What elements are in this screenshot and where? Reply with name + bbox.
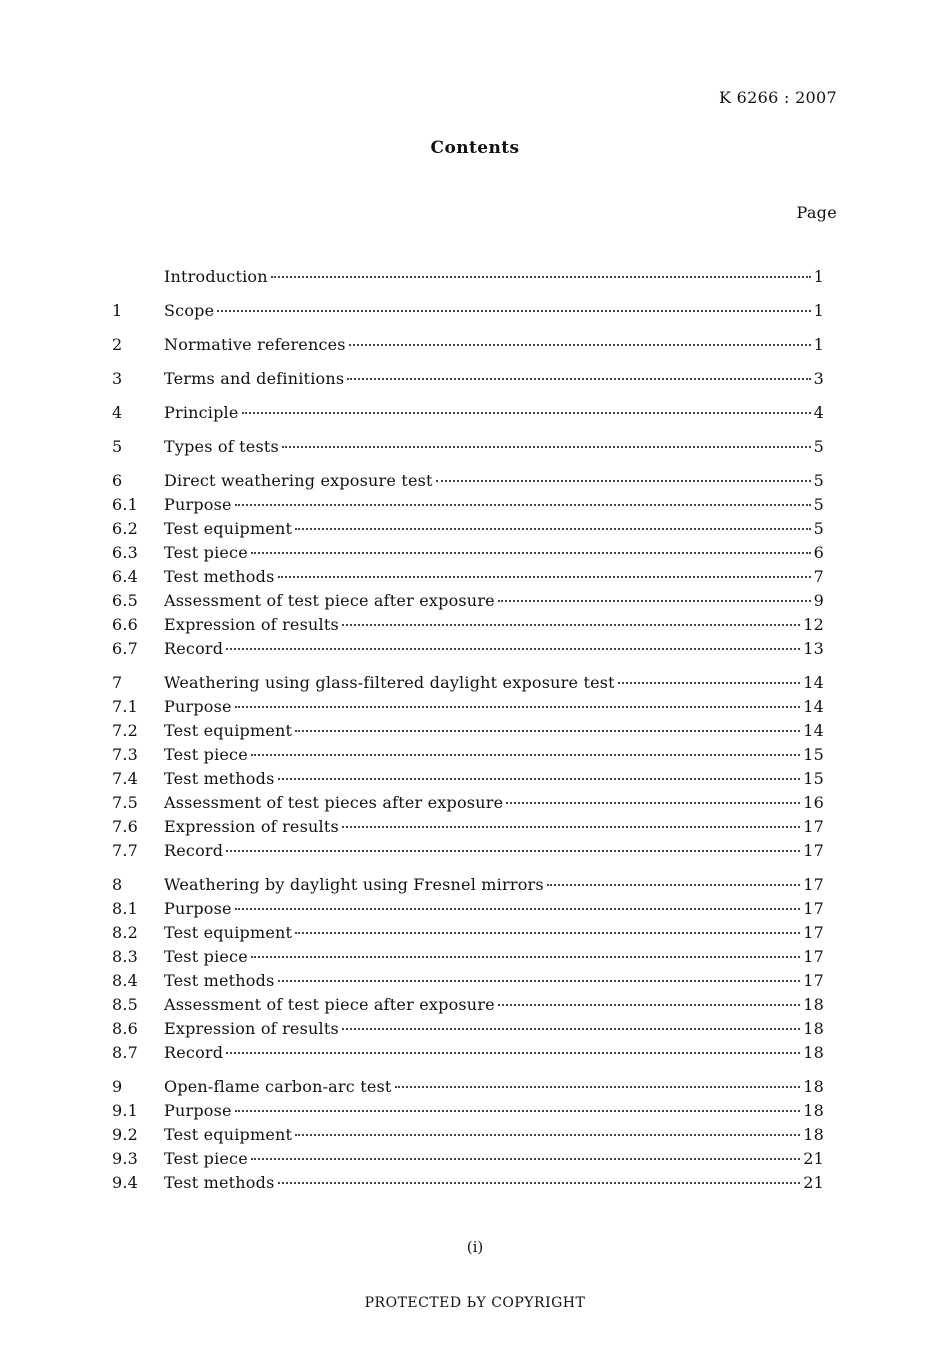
toc-dot-leader	[347, 378, 810, 380]
footer-page-number: (i)	[466, 1238, 484, 1256]
toc-entry[interactable]	[112, 1017, 824, 1041]
copyright-notice: PROTECTED ЬY COPYRIGHT	[364, 1295, 586, 1311]
toc-entry-number: 8.2	[112, 923, 139, 942]
toc-entry-page: 17	[803, 875, 824, 894]
toc-entry-number: 6.2	[112, 519, 139, 538]
toc-entry-page: 3	[813, 369, 824, 388]
toc-dot-leader	[498, 1004, 800, 1006]
toc-dot-leader	[235, 504, 811, 506]
toc-entry-title: Assessment of test piece after exposure	[164, 995, 495, 1014]
toc-entry-number: 8.5	[112, 995, 139, 1014]
toc-dot-leader	[226, 850, 800, 852]
toc-entry-page: 5	[813, 471, 824, 490]
toc-dot-leader	[395, 1086, 801, 1088]
toc-entry-title: Test equipment	[164, 923, 293, 942]
toc-dot-leader	[547, 884, 800, 886]
toc-entry-page: 21	[803, 1149, 824, 1168]
toc-dot-leader	[282, 446, 811, 448]
toc-entry[interactable]	[112, 1041, 824, 1065]
toc-entry[interactable]	[112, 969, 824, 993]
toc-entry-number: 6.5	[112, 591, 139, 610]
toc-entry[interactable]	[112, 743, 824, 767]
toc-entry-page: 5	[813, 495, 824, 514]
toc-entry[interactable]	[112, 613, 824, 637]
toc-dot-leader	[295, 1134, 800, 1136]
toc-entry-page: 18	[803, 1043, 824, 1062]
toc-entry-title: Expression of results	[164, 615, 339, 634]
toc-dot-leader	[251, 956, 800, 958]
toc-entry-page: 1	[813, 335, 824, 354]
toc-entry[interactable]	[112, 493, 824, 517]
toc-dot-leader	[342, 1028, 800, 1030]
toc-entry-number: 8.3	[112, 947, 139, 966]
toc-entry[interactable]	[112, 791, 824, 815]
toc-dot-leader	[295, 932, 800, 934]
toc-entry-title: Purpose	[164, 1101, 232, 1120]
toc-entry[interactable]	[112, 1075, 824, 1099]
toc-entry-page: 6	[813, 543, 824, 562]
toc-entry-title: Weathering by daylight using Fresnel mirrors	[164, 875, 544, 894]
toc-entry-title: Normative references	[164, 335, 346, 354]
toc-entry-page: 18	[803, 1101, 824, 1120]
toc-entry-page: 12	[803, 615, 824, 634]
toc-entry[interactable]	[112, 815, 824, 839]
toc-entry-title: Test piece	[164, 745, 248, 764]
toc-entry-number: 5	[112, 437, 123, 456]
toc-entry-title: Test methods	[164, 971, 275, 990]
toc-entry-title: Open-flame carbon-arc test	[164, 1077, 392, 1096]
toc-entry-title: Record	[164, 639, 224, 658]
toc-dot-leader	[235, 706, 801, 708]
toc-entry[interactable]	[112, 469, 824, 493]
toc-entry-number: 7.4	[112, 769, 139, 788]
toc-entry-number: 3	[112, 369, 123, 388]
toc-entry-page: 14	[803, 673, 824, 692]
toc-entry-title: Test piece	[164, 543, 248, 562]
toc-dot-leader	[226, 1052, 800, 1054]
toc-entry-number: 7.7	[112, 841, 139, 860]
toc-dot-leader	[278, 1182, 801, 1184]
toc-entry[interactable]	[112, 839, 824, 863]
toc-dot-leader	[226, 648, 800, 650]
toc-entry-title: Test methods	[164, 567, 275, 586]
toc-dot-leader	[251, 1158, 800, 1160]
toc-entry[interactable]	[112, 1147, 824, 1171]
toc-entry-page: 18	[803, 1125, 824, 1144]
toc-entry-title: Record	[164, 841, 224, 860]
toc-entry-page: 18	[803, 995, 824, 1014]
toc-entry-page: 17	[803, 923, 824, 942]
toc-dot-leader	[217, 310, 810, 312]
toc-entry-page: 14	[803, 697, 824, 716]
toc-entry-page: 15	[803, 769, 824, 788]
toc-entry[interactable]	[112, 873, 824, 897]
page-column-heading: Page	[796, 203, 837, 222]
toc-entry-number: 7.5	[112, 793, 139, 812]
toc-dot-leader	[278, 576, 811, 578]
toc-entry[interactable]	[112, 299, 824, 323]
toc-entry[interactable]	[112, 265, 824, 289]
toc-entry-number: 9.4	[112, 1173, 139, 1192]
toc-entry-page: 17	[803, 817, 824, 836]
toc-entry[interactable]	[112, 589, 824, 613]
toc-entry-title: Terms and definitions	[164, 369, 345, 388]
toc-entry-number: 8.4	[112, 971, 139, 990]
toc-entry-number: 8.1	[112, 899, 139, 918]
toc-entry-title: Assessment of test piece after exposure	[164, 591, 495, 610]
toc-dot-leader	[235, 1110, 801, 1112]
toc-entry[interactable]	[112, 945, 824, 969]
toc-entry-title: Direct weathering exposure test	[164, 471, 433, 490]
toc-dot-leader	[278, 778, 801, 780]
toc-entry-title: Purpose	[164, 899, 232, 918]
toc-entry[interactable]	[112, 695, 824, 719]
toc-entry-number: 9.2	[112, 1125, 139, 1144]
toc-entry-page: 18	[803, 1077, 824, 1096]
toc-entry-number: 2	[112, 335, 123, 354]
toc-entry-page: 1	[813, 267, 824, 286]
toc-entry[interactable]	[112, 1099, 824, 1123]
toc-entry-number: 9.3	[112, 1149, 139, 1168]
table-of-contents	[112, 265, 824, 1195]
toc-entry[interactable]	[112, 719, 824, 743]
toc-entry-number: 7.6	[112, 817, 139, 836]
toc-dot-leader	[498, 600, 811, 602]
toc-entry-number: 6.3	[112, 543, 139, 562]
toc-entry-title: Purpose	[164, 697, 232, 716]
toc-entry-title: Scope	[164, 301, 215, 320]
toc-entry-title: Test methods	[164, 769, 275, 788]
toc-entry-number: 6.6	[112, 615, 139, 634]
toc-entry-page: 5	[813, 437, 824, 456]
toc-entry[interactable]	[112, 565, 824, 589]
toc-dot-leader	[342, 624, 800, 626]
toc-entry-number: 1	[112, 301, 123, 320]
toc-entry-page: 9	[813, 591, 824, 610]
toc-entry[interactable]	[112, 1123, 824, 1147]
toc-dot-leader	[436, 480, 811, 482]
toc-dot-leader	[295, 730, 800, 732]
toc-entry-number: 7.1	[112, 697, 139, 716]
toc-entry-title: Types of tests	[164, 437, 279, 456]
toc-entry-page: 1	[813, 301, 824, 320]
toc-entry-title: Test equipment	[164, 1125, 293, 1144]
toc-entry[interactable]	[112, 517, 824, 541]
toc-entry-page: 17	[803, 947, 824, 966]
toc-entry[interactable]	[112, 401, 824, 425]
toc-entry[interactable]	[112, 921, 824, 945]
toc-entry[interactable]	[112, 671, 824, 695]
toc-entry-number: 7	[112, 673, 123, 692]
toc-entry-page: 15	[803, 745, 824, 764]
toc-entry-page: 4	[813, 403, 824, 422]
toc-entry-page: 13	[803, 639, 824, 658]
toc-entry-number: 7.2	[112, 721, 139, 740]
toc-entry-title: Expression of results	[164, 817, 339, 836]
toc-entry[interactable]	[112, 435, 824, 459]
toc-entry-number: 4	[112, 403, 123, 422]
toc-entry-page: 18	[803, 1019, 824, 1038]
toc-entry-number: 8	[112, 875, 123, 894]
toc-entry[interactable]	[112, 333, 824, 357]
toc-dot-leader	[235, 908, 801, 910]
toc-entry-title: Test equipment	[164, 519, 293, 538]
toc-entry-page: 17	[803, 971, 824, 990]
toc-dot-leader	[295, 528, 810, 530]
toc-entry-title: Introduction	[164, 267, 268, 286]
toc-entry-title: Test piece	[164, 947, 248, 966]
toc-entry[interactable]	[112, 1171, 824, 1195]
toc-entry-title: Expression of results	[164, 1019, 339, 1038]
toc-dot-leader	[342, 826, 800, 828]
toc-entry[interactable]	[112, 637, 824, 661]
toc-entry[interactable]	[112, 541, 824, 565]
toc-entry-page: 21	[803, 1173, 824, 1192]
toc-entry-title: Principle	[164, 403, 239, 422]
toc-entry-number: 6.1	[112, 495, 139, 514]
toc-entry-title: Purpose	[164, 495, 232, 514]
toc-entry-page: 14	[803, 721, 824, 740]
toc-entry[interactable]	[112, 897, 824, 921]
toc-entry-number: 6.7	[112, 639, 139, 658]
toc-entry-title: Assessment of test pieces after exposure	[164, 793, 504, 812]
standard-identifier: K 6266 : 2007	[719, 88, 837, 107]
toc-dot-leader	[618, 682, 800, 684]
toc-entry-title: Record	[164, 1043, 224, 1062]
toc-entry-title: Test methods	[164, 1173, 275, 1192]
toc-entry-page: 5	[813, 519, 824, 538]
toc-entry-page: 16	[803, 793, 824, 812]
toc-entry-number: 9.1	[112, 1101, 139, 1120]
toc-entry-number: 6.4	[112, 567, 139, 586]
toc-dot-leader	[242, 412, 811, 414]
page-title: Contents	[430, 138, 520, 158]
toc-entry[interactable]	[112, 993, 824, 1017]
toc-entry-page: 17	[803, 899, 824, 918]
toc-dot-leader	[349, 344, 811, 346]
toc-entry-number: 6	[112, 471, 123, 490]
toc-dot-leader	[506, 802, 800, 804]
toc-dot-leader	[278, 980, 801, 982]
toc-dot-leader	[251, 754, 800, 756]
toc-dot-leader	[271, 276, 811, 278]
toc-entry-number: 7.3	[112, 745, 139, 764]
toc-dot-leader	[251, 552, 811, 554]
toc-entry-page: 17	[803, 841, 824, 860]
toc-entry[interactable]	[112, 367, 824, 391]
toc-entry-title: Test equipment	[164, 721, 293, 740]
toc-entry-number: 8.6	[112, 1019, 139, 1038]
toc-entry-title: Weathering using glass-filtered daylight exposure test	[164, 673, 615, 692]
toc-entry-number: 8.7	[112, 1043, 139, 1062]
toc-entry-title: Test piece	[164, 1149, 248, 1168]
toc-entry-number: 9	[112, 1077, 123, 1096]
toc-entry[interactable]	[112, 767, 824, 791]
toc-entry-page: 7	[813, 567, 824, 586]
